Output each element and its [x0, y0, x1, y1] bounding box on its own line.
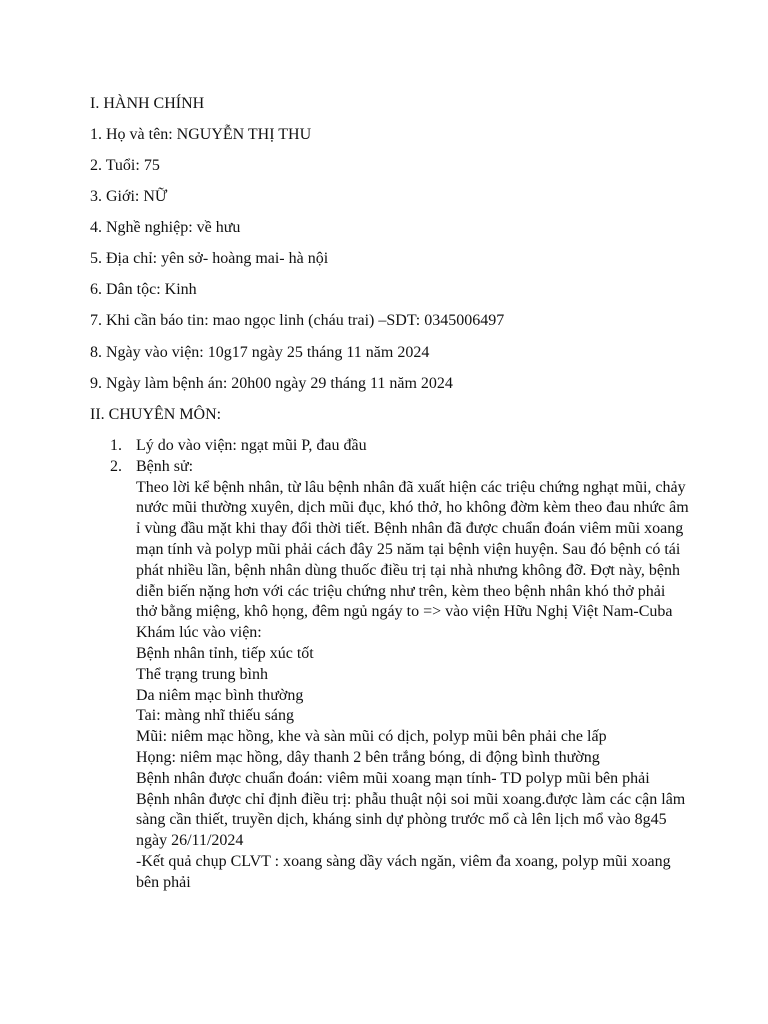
exam-line: Tai: màng nhĩ thiếu sáng	[136, 707, 294, 725]
field-emergency-contact: 7. Khi cần báo tin: mao ngọc linh (cháu trai) –SDT: 0345006497	[90, 312, 505, 329]
exam-line: Da niêm mạc bình thường	[136, 686, 304, 704]
specialty-list	[110, 436, 690, 894]
field-address: 5. Địa chỉ: yên sở- hoàng mai- hà nội	[90, 250, 329, 267]
list-number: 1.	[110, 437, 122, 454]
ct-result-paragraph: -Kết quả chụp CLVT : xoang sàng dầy vách ngăn, viêm đa xoang, polyp mũi xoang bên phải	[136, 852, 671, 891]
field-record-date: 9. Ngày làm bệnh án: 20h00 ngày 29 tháng 11 năm 2024	[90, 375, 453, 392]
exam-line: Bệnh nhân được chuẩn đoán: viêm mũi xoang mạn tính- TD polyp mũi bên phải	[136, 769, 650, 787]
reason-for-admission: Lý do vào viện: ngạt mũi P, đau đầu	[136, 437, 367, 454]
field-admission-date: 8. Ngày vào viện: 10g17 ngày 25 tháng 11 năm 2024	[90, 344, 430, 361]
list-item-reason	[110, 436, 690, 457]
field-gender: 3. Giới: NỮ	[90, 188, 168, 205]
list-number: 2.	[110, 457, 122, 475]
list-item-history	[110, 457, 690, 478]
treatment-paragraph: Bệnh nhân được chỉ định điều trị: phẫu thuật nội soi mũi xoang.được làm các cận lâm sàng cần thiết, truyền dịch, kháng sinh dự phòng trước mổ cà lên lịch mổ vào 8g45 ngày 26/11/2024	[136, 790, 686, 850]
section-heading-admin: I. HÀNH CHÍNH	[90, 95, 205, 112]
history-body	[136, 478, 690, 894]
exam-line: Họng: niêm mạc hồng, dây thanh 2 bên trắng bóng, di động bình thường	[136, 748, 600, 766]
field-full-name: 1. Họ và tên: NGUYỄN THỊ THU	[90, 126, 312, 143]
exam-title: Khám lúc vào viện:	[136, 624, 262, 642]
history-label: Bệnh sử:	[136, 457, 194, 475]
history-paragraph: Theo lời kể bệnh nhân, từ lâu bệnh nhân đã xuất hiện các triệu chứng nghạt mũi, chảy nước mũi thường xuyên, dịch mũi đục, khó thở, ho không đờm kèm theo đau nhức âm ỉ vùng đầu mặt khi thay đổi thời tiết. Bệnh nhân đã được chuẩn đoán viêm mũi xoang mạn tính và polyp mũi phải cách đây 25 năm tại bệnh viện huyện. Sau đó bệnh có tái phát nhiều lần, bệnh nhân dùng thuốc điều trị tại nhà nhưng không đỡ. Đợt này, bệnh diễn biến nặng hơn với các triệu chứng như trên, kèm theo bệnh nhân khó thở phải thở bằng miệng, khô họng, đêm ngủ ngáy to => vào viện Hữu Nghị Việt Nam-Cuba	[136, 478, 689, 621]
exam-line: Thể trạng trung bình	[136, 665, 268, 683]
section-heading-specialty: II. CHUYÊN MÔN:	[90, 406, 222, 423]
field-occupation: 4. Nghề nghiệp: về hưu	[90, 219, 241, 236]
exam-line: Bệnh nhân tỉnh, tiếp xúc tốt	[136, 644, 314, 662]
field-age: 2. Tuổi: 75	[90, 157, 160, 174]
exam-line: Mũi: niêm mạc hồng, khe và sàn mũi có dịch, polyp mũi bên phải che lấp	[136, 728, 607, 746]
field-ethnicity: 6. Dân tộc: Kinh	[90, 281, 197, 298]
